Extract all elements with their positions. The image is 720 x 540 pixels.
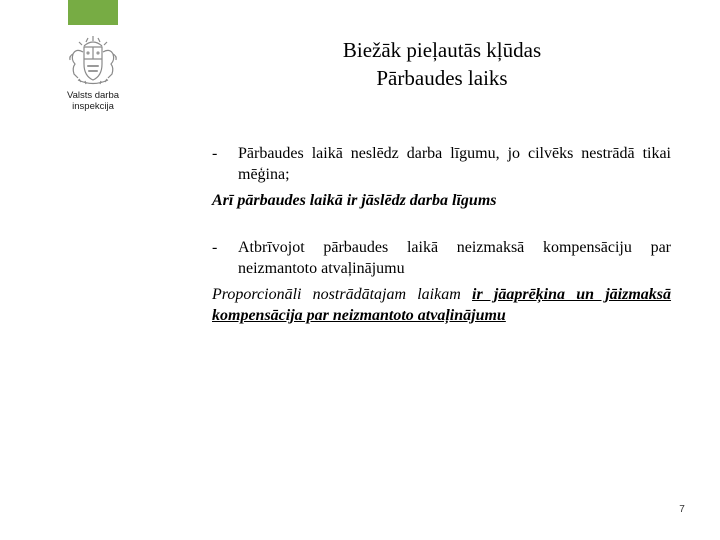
slide-title [210,36,674,92]
bullet-item-2 [212,237,671,279]
logo-line-1: Valsts darba [66,90,120,101]
bullet-note-2 [212,284,671,326]
title-line-2: Pārbaudes laiks [376,66,508,90]
logo [58,34,128,124]
note-prefix: Proporcionāli nostrādātajam laikam [212,286,461,303]
note-emphasis: ir jāaprēķina un jāizmaksā kompensācija par neizmantoto atvaļinājumu [212,286,672,324]
bullet-note-1: Arī pārbaudes laikā ir jāslēdz darba līgums [212,192,497,209]
bullet-text: Pārbaudes laikā neslēdz darba līgumu, jo cilvēks nestrādā tikai mēģina; [238,145,671,183]
content-area [212,143,671,326]
title-line-1: Biežāk pieļautās kļūdas [342,38,542,62]
page-number: 7 [679,504,685,515]
bullet-marker: - [212,145,218,162]
bullet-text: Atbrīvojot pārbaudes laikā neizmaksā kompensāciju par neizmantoto atvaļinājumu [238,239,671,277]
spacer [212,211,671,237]
coat-of-arms-icon [64,34,122,88]
bullet-item-1 [212,143,671,185]
bullet-marker: - [212,239,218,256]
logo-text [58,90,128,112]
brand-accent-bar [68,0,118,25]
logo-line-2: inspekcija [72,101,114,112]
